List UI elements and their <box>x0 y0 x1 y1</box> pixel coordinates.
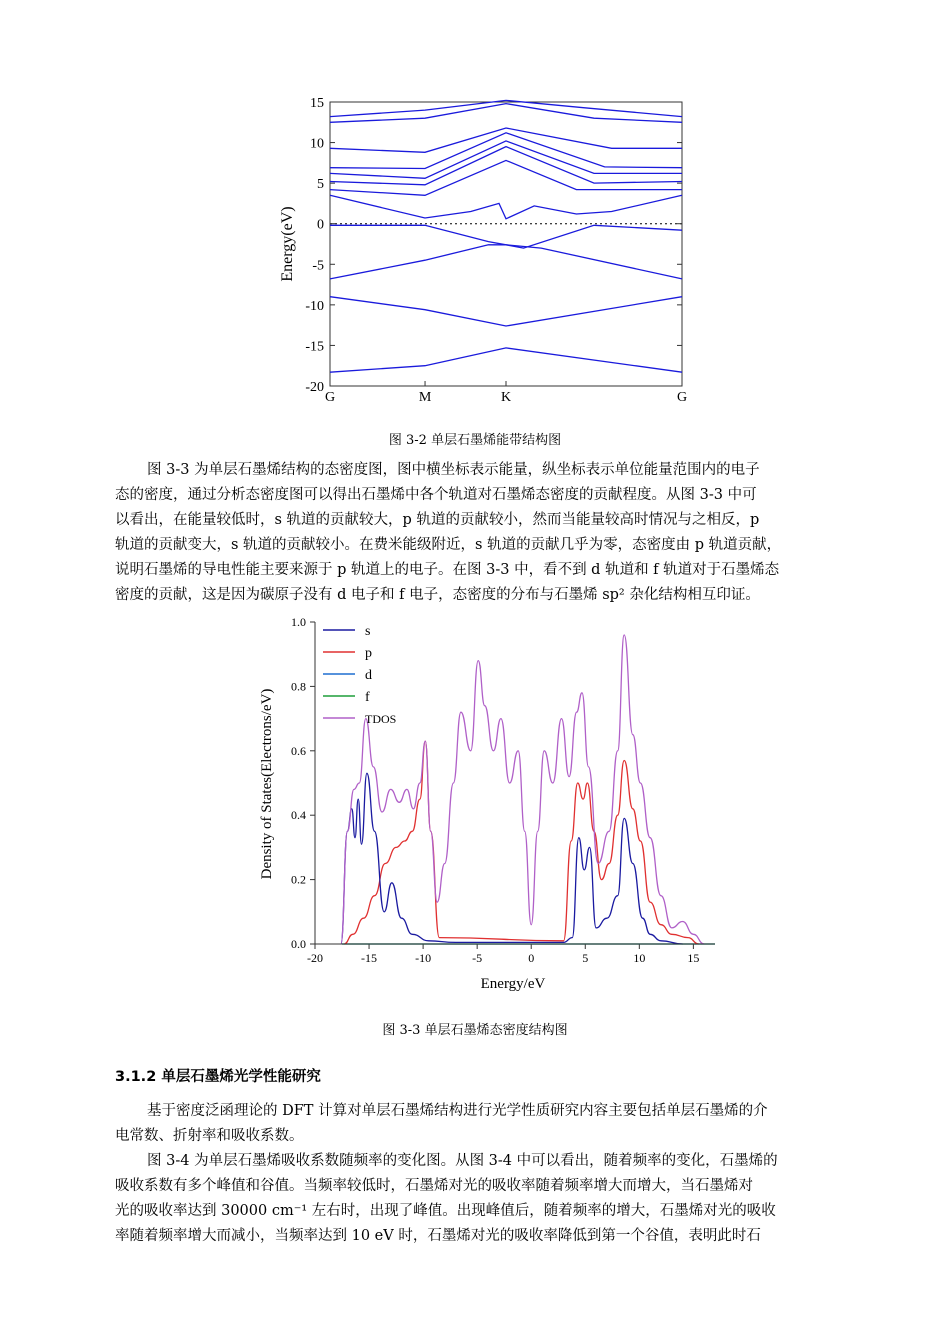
band-line-b2 <box>330 297 682 326</box>
band-line-b7 <box>330 147 682 185</box>
dos-xlabel: Energy/eV <box>480 976 546 992</box>
band-x-ticks <box>325 381 687 405</box>
legend-label-f: f <box>365 690 370 705</box>
band-xtick-label: G <box>324 390 336 405</box>
band-xtick-label: G <box>676 390 688 405</box>
legend-label-d: d <box>365 668 372 683</box>
band-ytick-label: -20 <box>305 380 324 395</box>
band-ytick-label: 0 <box>317 217 324 233</box>
text-line: 图 3-4 为单层石墨烯吸收系数随频率的变化图。从图 3-4 中可以看出，随着频率的变化，石墨烯的 <box>147 1153 778 1169</box>
band-ytick-label: -15 <box>305 339 324 355</box>
legend-label-p: p <box>365 646 372 661</box>
band-figure-caption: 图 3-2 单层石墨烯能带结构图 <box>388 433 562 448</box>
dos-xtick-label: -10 <box>415 951 432 965</box>
dos-xtick-label: 15 <box>687 951 700 965</box>
dos-y-ticks <box>291 615 315 951</box>
band-series-group <box>330 100 682 372</box>
band-ytick-label: 5 <box>317 177 324 193</box>
dos-line-TDOS <box>341 635 704 944</box>
text-line: 光的吸收率达到 30000 cm⁻¹ 左右时，出现了峰值。出现峰值后，随着频率的增大，石墨烯对光的吸收 <box>115 1203 776 1219</box>
dos-ytick-label: 0.0 <box>291 937 306 951</box>
text-line: 电常数、折射率和吸收系数。 <box>115 1128 304 1144</box>
dos-xtick-label: -5 <box>472 951 483 965</box>
text-line: 态的密度，通过分析态密度图可以得出石墨烯中各个轨道对石墨烯态密度的贡献程度。从图 3-3 中可 <box>115 487 757 503</box>
text-line: 基于密度泛函理论的 DFT 计算对单层石墨烯结构进行光学性质研究内容主要包括单层石墨烯的介 <box>147 1103 768 1119</box>
dos-xtick-label: 5 <box>582 951 589 965</box>
band-ytick-label: 15 <box>310 96 324 111</box>
band-structure-chart <box>270 92 700 412</box>
dos-ytick-label: 0.2 <box>291 872 306 887</box>
dos-ytick-label: 1.0 <box>291 615 306 629</box>
absorption-paragraph <box>115 1149 837 1249</box>
dos-ytick-label: 0.8 <box>291 679 306 694</box>
band-plot-frame <box>330 102 682 386</box>
legend-label-s: s <box>365 624 371 639</box>
band-line-b10 <box>330 128 682 152</box>
band-line-b12 <box>330 100 682 116</box>
dos-chart <box>245 612 725 1004</box>
text-line: 以看出，在能量较低时，s 轨道的贡献较大，p 轨道的贡献较小，然而当能量较高时情况与之相反，p <box>115 512 760 528</box>
dos-line-s <box>341 773 683 944</box>
band-ytick-label: -5 <box>312 258 324 274</box>
dos-series-group <box>341 635 715 944</box>
band-line-b6 <box>330 160 682 195</box>
text-line: 率随着频率增大而减小，当频率达到 10 eV 时，石墨烯对光的吸收率降低到第一个谷值，表明此时石 <box>115 1228 761 1244</box>
dos-xtick-label: 10 <box>633 951 646 965</box>
band-xtick-label: K <box>500 390 512 405</box>
text-line: 轨道的贡献变大，s 轨道的贡献较小。在费米能级附近，s 轨道的贡献几乎为零，态密度由 p 轨道贡献， <box>115 537 782 553</box>
section-heading: 3.1.2 单层石墨烯光学性能研究 <box>115 1069 321 1085</box>
text-line: 图 3-3 为单层石墨烯结构的态密度图，图中横坐标表示能量，纵坐标表示单位能量范围内的电子 <box>147 462 760 478</box>
band-line-b5 <box>330 195 682 219</box>
band-ylabel: Energy(eV) <box>279 206 296 282</box>
text-line: 吸收系数有多个峰值和谷值。当频率较低时，石墨烯对光的吸收率随着频率增大而增大，当石墨烯对 <box>115 1178 753 1194</box>
dos-x-ticks <box>307 944 699 965</box>
text-line: 说明石墨烯的导电性能主要来源于 p 轨道上的电子。在图 3-3 中，看不到 d 轨道和 f 轨道对于石墨烯态 <box>115 562 780 578</box>
band-line-b3 <box>330 245 682 279</box>
dos-xtick-label: -20 <box>307 951 323 965</box>
band-ytick-label: -10 <box>305 298 324 314</box>
dos-line-p <box>344 741 699 944</box>
optical-intro-paragraph <box>115 1099 837 1149</box>
dos-figure-caption: 图 3-3 单层石墨烯态密度结构图 <box>382 1023 568 1038</box>
dos-xtick-label: 0 <box>528 951 535 965</box>
dos-description-paragraph <box>115 458 837 608</box>
dos-ylabel: Density of States(Electrons/eV) <box>259 688 275 880</box>
band-line-b1 <box>330 348 682 372</box>
legend-label-tdos: TDOS <box>365 712 397 726</box>
band-xtick-label: M <box>418 390 432 405</box>
text-line: 密度的贡献，这是因为碳原子没有 d 电子和 f 电子，态密度的分布与石墨烯 sp² 杂化结构相互印证。 <box>115 587 760 603</box>
dos-ytick-label: 0.6 <box>291 743 306 758</box>
dos-legend <box>323 624 396 726</box>
dos-ytick-label: 0.4 <box>291 808 306 823</box>
band-ytick-label: 10 <box>310 136 324 152</box>
dos-xtick-label: -15 <box>361 951 378 965</box>
band-line-b4 <box>330 225 682 248</box>
